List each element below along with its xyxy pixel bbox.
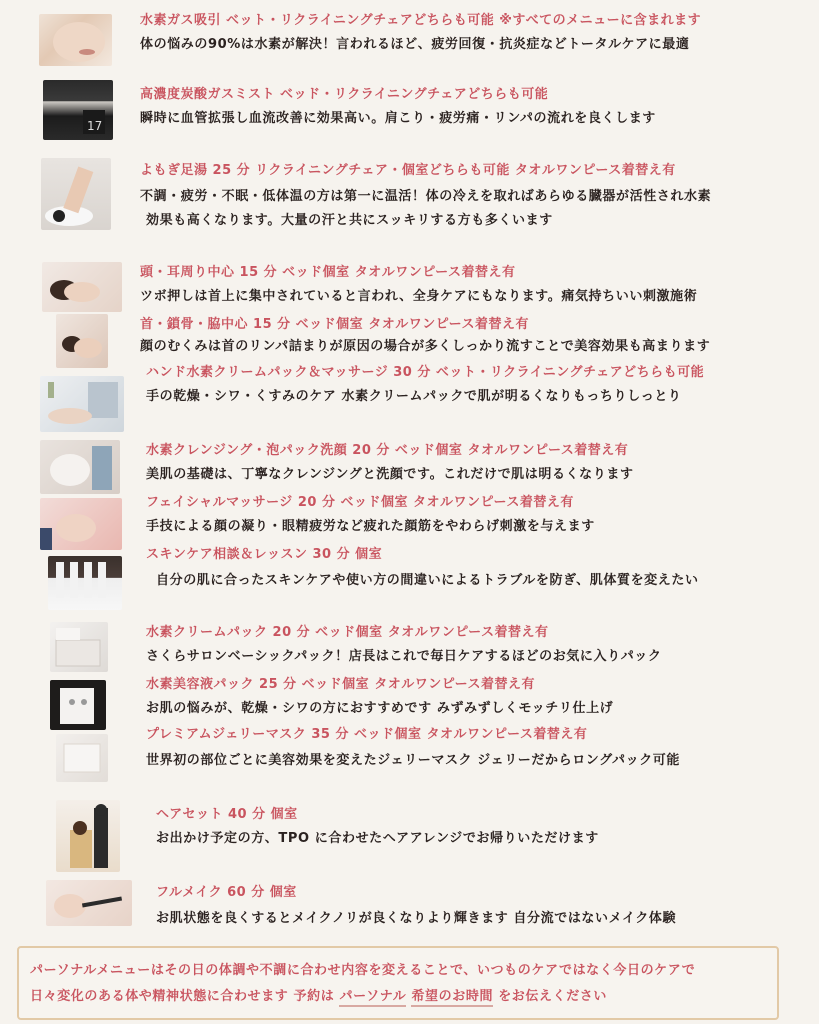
- menu-title-head-massage: 頭・耳周り中心 15 分 ベッド個室 タオルワンピース着替え有: [140, 265, 516, 280]
- menu-title-foot-bath: よもぎ足湯 25 分 リクライニングチェア・個室どちらも可能 タオルワンピース着替え有: [140, 163, 676, 178]
- cream-jar-illustration: [50, 622, 108, 672]
- menu-title-hand-care: ハンド水素クリームパック＆マッサージ 30 分 ベット・リクライニングチェアどちらも可能: [146, 365, 705, 380]
- mask-sheet-illustration: [50, 680, 106, 730]
- menu-desc-foot-bath-2: 効果も高くなります。大量の汗と共にスッキリする方も多くいます: [146, 213, 553, 228]
- menu-desc-cleansing: 美肌の基礎は、丁寧なクレンジングと洗顔です。これだけで肌は明るくなります: [146, 467, 634, 482]
- menu-desc-hair-set: お出かけ予定の方、TPO に合わせたヘアアレンジでお帰りいただけます: [156, 831, 599, 846]
- hair-set-illustration: [56, 800, 120, 872]
- menu-title-jelly-mask: プレミアムジェリーマスク 35 分 ベッド個室 タオルワンピース着替え有: [146, 727, 588, 742]
- personal-menu-line-2-prefix: 日々変化のある体や精神状態に合わせます 予約は: [30, 989, 335, 1004]
- personal-menu-note: [17, 946, 779, 1020]
- neck-massage-illustration: [56, 314, 108, 368]
- menu-title-hydrogen-inhalation: 水素ガス吸引 ベット・リクライニングチェアどちらも可能 ※すべてのメニューに含まれます: [140, 13, 702, 28]
- foot-bath-photo: [41, 158, 111, 230]
- personal-menu-highlight-time: 希望のお時間: [411, 989, 493, 1007]
- jelly-illustration: [56, 734, 108, 782]
- menu-desc-foot-bath-1: 不調・疲労・不眠・低体温の方は第一に温活！体の冷えを取ればあらゆる臓器が活性され水素: [140, 189, 712, 204]
- menu-title-facial-massage: フェイシャルマッサージ 20 分 ベッド個室 タオルワンピース着替え有: [146, 495, 574, 510]
- hydrogen-inhalation-photo: [39, 14, 112, 66]
- menu-desc-skincare-lesson: 自分の肌に合ったスキンケアや使い方の間違いによるトラブルを防ぎ、肌体質を変えたい: [156, 573, 699, 588]
- menu-desc-head-massage: ツボ押しは首上に集中されていると言われ、全身ケアにもなります。痛気持ちいい刺激施術: [140, 289, 698, 304]
- hand-care-illustration: [40, 376, 124, 432]
- menu-desc-jelly-mask: 世界初の部位ごとに美容効果を変えたジェリーマスク ジェリーだからロングパック可能: [146, 753, 680, 768]
- menu-title-serum-pack: 水素美容液パック 25 分 ベッド個室 タオルワンピース着替え有: [146, 677, 536, 692]
- menu-desc-hand-care: 手の乾燥・シワ・くすみのケア 水素クリームパックで肌が明るくなりもっちりしっとり: [146, 389, 682, 404]
- foot-bath-illustration: [41, 158, 111, 230]
- cleansing-photo: [40, 440, 120, 494]
- makeup-illustration: [46, 880, 132, 926]
- skincare-products-photo: [48, 556, 122, 610]
- mist-device-illustration: [43, 80, 113, 140]
- neck-massage-photo: [56, 314, 108, 368]
- menu-desc-hydrogen-inhalation: 体の悩みの90%は水素が解決！言われるほど、疲労回復・抗炎症などトータルケアに最適: [140, 37, 690, 52]
- menu-desc-serum-pack: お肌の悩みが、乾燥・シワの方におすすめです みずみずしくモッチリ仕上げ: [146, 701, 614, 716]
- makeup-photo: [46, 880, 132, 926]
- menu-desc-cream-pack: さくらサロンベーシックパック！店長はこれで毎日ケアするほどのお気に入りパック: [146, 649, 662, 664]
- jelly-mask-photo: [56, 734, 108, 782]
- menu-title-neck-massage: 首・鎖骨・脇中心 15 分 ベッド個室 タオルワンピース着替え有: [140, 317, 530, 332]
- facial-massage-photo: [40, 498, 122, 550]
- hair-set-photo: [56, 800, 120, 872]
- menu-title-cream-pack: 水素クリームパック 20 分 ベッド個室 タオルワンピース着替え有: [146, 625, 549, 640]
- menu-title-hair-set: ヘアセット 40 分 個室: [156, 807, 298, 822]
- head-massage-illustration: [42, 262, 122, 312]
- svg-text:17: 17: [87, 119, 103, 133]
- menu-desc-carbonic-mist: 瞬時に血管拡張し血流改善に効果高い。肩こり・疲労痛・リンパの流れを良くします: [140, 111, 656, 126]
- facial-massage-illustration: [40, 498, 122, 550]
- hand-care-photo: [40, 376, 124, 432]
- menu-desc-full-makeup: お肌状態を良くするとメイクノリが良くなりより輝きます 自分流ではないメイク体験: [156, 911, 677, 926]
- personal-menu-line-2: [30, 988, 607, 1006]
- menu-title-skincare-lesson: スキンケア相談＆レッスン 30 分 個室: [146, 547, 383, 562]
- serum-mask-photo: [50, 680, 106, 730]
- product-bottles-illustration: [48, 556, 122, 610]
- cleansing-illustration: [40, 440, 120, 494]
- cream-pack-photo: [50, 622, 108, 672]
- menu-desc-neck-massage: 顔のむくみは首のリンパ詰まりが原因の場合が多くしっかり流すことで美容効果も高まります: [140, 339, 711, 354]
- face-illustration: [39, 14, 112, 66]
- head-massage-photo: [42, 262, 122, 312]
- personal-menu-line-2-suffix: をお伝えください: [498, 989, 608, 1004]
- personal-menu-line-1: パーソナルメニューはその日の体調や不調に合わせ内容を変えることで、いつものケアではなく今日のケアで: [30, 963, 696, 978]
- personal-menu-highlight-personal: パーソナル: [339, 989, 406, 1007]
- menu-title-cleansing: 水素クレンジング・泡パック洗顔 20 分 ベッド個室 タオルワンピース着替え有: [146, 443, 629, 458]
- menu-desc-facial-massage: 手技による顔の凝り・眼精疲労など疲れた顔筋をやわらげ刺激を与えます: [146, 519, 595, 534]
- menu-title-full-makeup: フルメイク 60 分 個室: [156, 885, 297, 900]
- carbonic-mist-photo: [43, 80, 113, 140]
- menu-title-carbonic-mist: 高濃度炭酸ガスミスト ベッド・リクライニングチェアどちらも可能: [140, 87, 549, 102]
